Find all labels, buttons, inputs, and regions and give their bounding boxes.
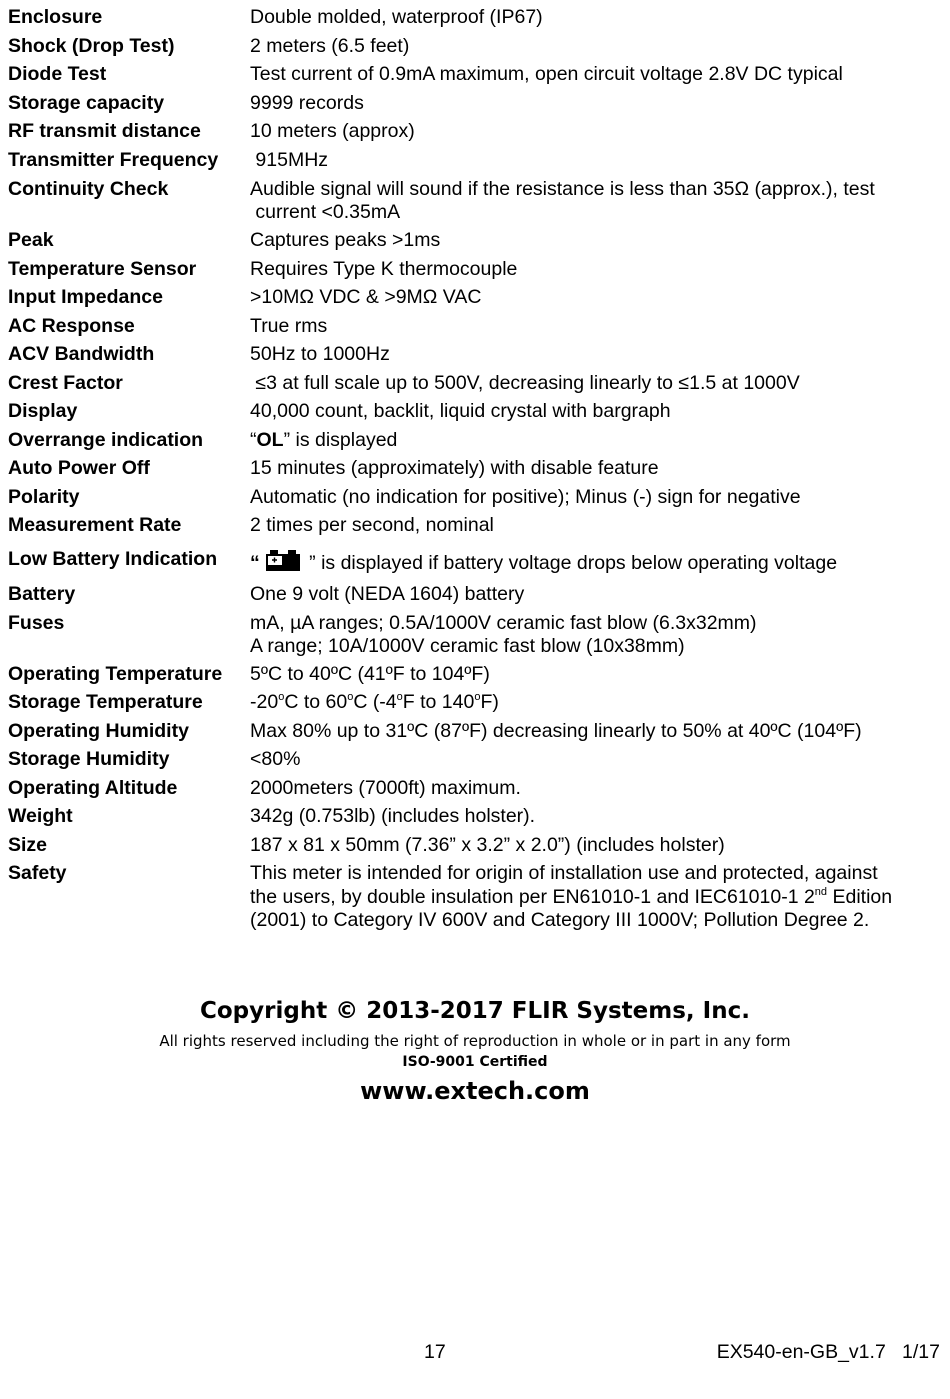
spec-value: <80% xyxy=(250,748,301,770)
spec-row-auto-power-off xyxy=(8,457,943,481)
spec-value: 10 meters (approx) xyxy=(250,120,415,142)
spec-row-display xyxy=(8,400,943,424)
spec-value-line: This meter is intended for origin of installation use and protected, against xyxy=(250,862,878,884)
spec-value: 9999 records xyxy=(250,91,364,114)
spec-label: Temperature Sensor xyxy=(8,257,197,280)
spec-label: Battery xyxy=(8,583,76,605)
spec-value: One 9 volt (NEDA 1604) battery xyxy=(250,583,525,605)
spec-row-continuity-check xyxy=(8,178,943,224)
spec-row-acv-bandwidth xyxy=(8,343,943,367)
spec-label: Display xyxy=(8,400,78,422)
spec-value: Captures peaks >1ms xyxy=(250,229,441,251)
degree-mark: o xyxy=(396,691,403,703)
spec-value: 2 meters (6.5 feet) xyxy=(250,34,410,57)
spec-value: ≤3 at full scale up to 500V, decreasing linearly to ≤1.5 at 1000V xyxy=(250,371,800,394)
spec-value: True rms xyxy=(250,314,328,337)
spec-value-line: mA, µA ranges; 0.5A/1000V ceramic fast blow (6.3x32mm) xyxy=(250,611,757,634)
spec-value xyxy=(250,612,943,658)
spec-label: Storage capacity xyxy=(8,91,165,114)
spec-value-text: -20 xyxy=(250,691,279,713)
spec-label: Peak xyxy=(8,229,54,251)
spec-value-line: A range; 10A/1000V ceramic fast blow (10x38mm) xyxy=(250,634,685,657)
spec-value-text: ” is displayed if battery voltage drops below operating voltage xyxy=(303,551,838,574)
spec-value: 40,000 count, backlit, liquid crystal with bargraph xyxy=(250,400,671,422)
spec-value: 915MHz xyxy=(250,148,329,171)
battery-icon xyxy=(264,548,302,579)
spec-label: Overrange indication xyxy=(8,428,204,451)
spec-row-operating-temperature xyxy=(8,663,943,687)
spec-label: ACV Bandwidth xyxy=(8,343,155,365)
spec-label: Measurement Rate xyxy=(8,514,182,536)
spec-row-fuses xyxy=(8,612,943,658)
spec-label: Fuses xyxy=(8,611,65,634)
spec-label: Operating Altitude xyxy=(8,776,178,799)
spec-label: Low Battery Indication xyxy=(8,547,218,570)
spec-row-temperature-sensor xyxy=(8,258,943,282)
spec-row-input-impedance xyxy=(8,286,943,310)
spec-label: Diode Test xyxy=(8,63,107,85)
copyright-notice: Copyright © 2013-2017 FLIR Systems, Inc. xyxy=(200,998,750,1024)
rights-statement: All rights reserved including the right of reproduction in whole or in part in any form xyxy=(159,1032,791,1050)
spec-value-text: Edition xyxy=(827,885,893,908)
spec-label: Safety xyxy=(8,862,67,884)
spec-label: Weight xyxy=(8,805,73,827)
spec-value-text: ” is displayed xyxy=(283,428,398,451)
spec-value xyxy=(250,862,943,933)
spec-value-text: F to 140 xyxy=(402,691,475,713)
spec-row-overrange xyxy=(8,429,943,453)
spec-row-ac-response xyxy=(8,315,943,339)
spec-row-size xyxy=(8,834,943,858)
spec-row-low-battery xyxy=(8,548,943,579)
page-number: 17 xyxy=(424,1341,446,1363)
spec-row-crest-factor xyxy=(8,372,943,396)
spec-row-measurement-rate xyxy=(8,514,943,538)
spec-row-weight xyxy=(8,805,943,829)
quote-open: “ xyxy=(250,428,257,451)
spec-row-storage-temperature xyxy=(8,691,943,715)
spec-value: Max 80% up to 31ºC (87ºF) decreasing linearly to 50% at 40ºC (104ºF) xyxy=(250,719,862,742)
spec-label: Continuity Check xyxy=(8,178,169,200)
spec-row-transmitter-frequency xyxy=(8,149,943,173)
spec-label: Crest Factor xyxy=(8,371,123,394)
spec-label: Polarity xyxy=(8,485,80,508)
spec-value: 50Hz to 1000Hz xyxy=(250,343,390,365)
spec-label: Transmitter Frequency xyxy=(8,148,219,171)
degree-mark: o xyxy=(278,691,285,703)
spec-row-peak xyxy=(8,229,943,253)
degree-mark: o xyxy=(347,691,354,703)
spec-value xyxy=(250,178,943,224)
spec-value: Double molded, waterproof (IP67) xyxy=(250,6,543,28)
ordinal-suffix: nd xyxy=(814,885,828,898)
degree-mark: o xyxy=(474,691,481,703)
spec-value-line xyxy=(250,886,943,910)
spec-label: RF transmit distance xyxy=(8,120,201,142)
spec-row-enclosure xyxy=(8,6,943,30)
spec-row-rf-distance xyxy=(8,120,943,144)
spec-value: Requires Type K thermocouple xyxy=(250,257,518,280)
spec-label: Input Impedance xyxy=(8,286,163,308)
spec-value-text: F) xyxy=(480,691,499,713)
spec-value: 15 minutes (approximately) with disable feature xyxy=(250,457,659,479)
website-link[interactable]: www.extech.com xyxy=(360,1077,590,1105)
spec-value xyxy=(250,429,943,453)
spec-row-storage-capacity xyxy=(8,92,943,116)
spec-value: 342g (0.753lb) (includes holster). xyxy=(250,805,536,827)
spec-label: Storage Temperature xyxy=(8,691,203,713)
spec-value: 187 x 81 x 50mm (7.36” x 3.2” x 2.0”) (includes holster) xyxy=(250,833,725,856)
iso-certification: ISO-9001 Certified xyxy=(402,1054,548,1070)
spec-label: Auto Power Off xyxy=(8,457,150,479)
spec-row-battery xyxy=(8,583,943,607)
spec-value-text: C (-4 xyxy=(353,691,397,713)
spec-row-operating-altitude xyxy=(8,777,943,801)
spec-row-storage-humidity xyxy=(8,748,943,772)
spec-label: Enclosure xyxy=(8,6,103,28)
spec-value-text: the users, by double insulation per EN61010-1 and IEC61010-1 2 xyxy=(250,885,815,908)
spec-value: 5ºC to 40ºC (41ºF to 104ºF) xyxy=(250,662,490,685)
spec-label: Operating Temperature xyxy=(8,662,223,685)
spec-value xyxy=(250,548,943,579)
spec-value: 2000meters (7000ft) maximum. xyxy=(250,776,521,799)
spec-label: Storage Humidity xyxy=(8,748,170,770)
spec-value-line: (2001) to Category IV 600V and Category III 1000V; Pollution Degree 2. xyxy=(250,909,870,931)
ol-symbol: OL xyxy=(256,428,284,451)
spec-row-operating-humidity xyxy=(8,720,943,744)
spec-row-diode-test xyxy=(8,63,943,87)
spec-value-text: C to 60 xyxy=(284,691,348,713)
document-id: EX540-en-GB_v1.7 1/17 xyxy=(716,1341,940,1363)
spec-label: Shock (Drop Test) xyxy=(8,34,175,57)
spec-label: Size xyxy=(8,833,48,856)
spec-label: Operating Humidity xyxy=(8,719,189,742)
spec-value: >10MΩ VDC & >9MΩ VAC xyxy=(250,286,482,308)
spec-value: Test current of 0.9mA maximum, open circuit voltage 2.8V DC typical xyxy=(250,63,843,85)
spec-value: Automatic (no indication for positive); Minus (-) sign for negative xyxy=(250,485,801,508)
spec-value: 2 times per second, nominal xyxy=(250,514,494,536)
spec-value xyxy=(250,691,943,715)
spec-row-shock xyxy=(8,35,943,59)
spec-row-safety xyxy=(8,862,943,933)
quote-open: “ xyxy=(250,551,260,574)
spec-row-polarity xyxy=(8,486,943,510)
spec-label: AC Response xyxy=(8,314,135,337)
spec-value-line: Audible signal will sound if the resistance is less than 35Ω (approx.), test xyxy=(250,178,875,200)
spec-value-line: current <0.35mA xyxy=(250,201,401,223)
specifications-table xyxy=(8,6,943,938)
